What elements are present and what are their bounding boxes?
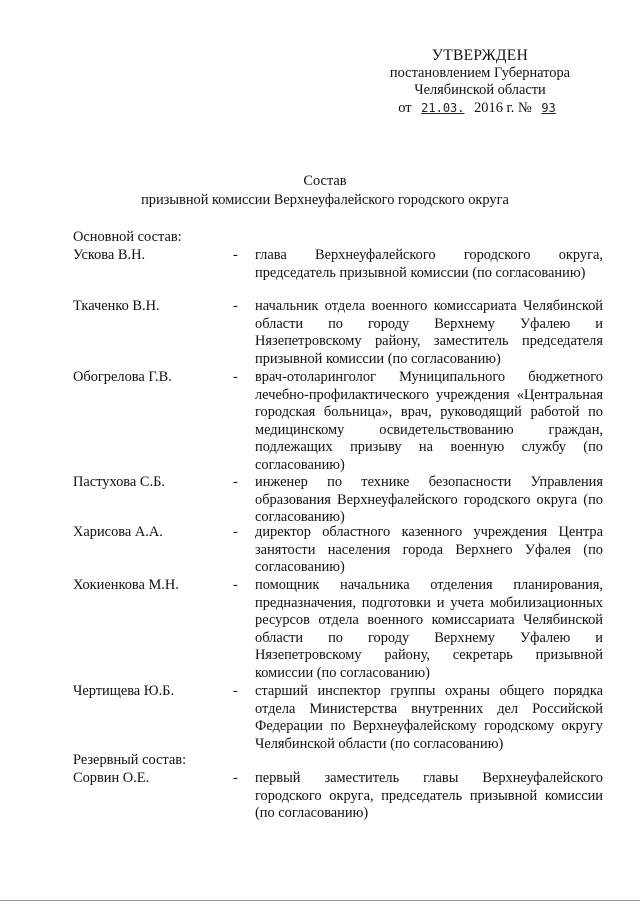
approval-title: УТВЕРЖДЕН xyxy=(431,47,529,64)
member-dash: - xyxy=(233,369,238,385)
member-name: Чертищева Ю.Б. xyxy=(73,683,175,699)
member-name: Пастухова С.Б. xyxy=(73,474,165,490)
document-number: 93 xyxy=(541,100,556,115)
member-name: Харисова А.А. xyxy=(73,524,163,540)
member-dash: - xyxy=(233,770,238,786)
member-role: директор областного казенного учреждения Центра занятости населения города Верхнего Уфалея (по согласованию) xyxy=(255,524,603,576)
member-dash: - xyxy=(233,683,238,699)
member-dash: - xyxy=(233,474,238,490)
member-dash: - xyxy=(233,577,238,593)
member-name: Обогрелова Г.В. xyxy=(73,369,172,385)
member-name: Ткаченко В.Н. xyxy=(73,298,160,314)
reserve-section-label: Резервный состав: xyxy=(73,752,187,768)
year-text: 2016 г. № xyxy=(474,99,532,116)
approval-line-1: постановлением Губернатора xyxy=(389,64,571,81)
member-name: Хокиенкова М.Н. xyxy=(73,577,179,593)
approval-date-line xyxy=(380,100,580,118)
member-role: первый заместитель главы Верхнеуфалейского городского округа, председатель призывной комиссии (по согласованию) xyxy=(255,770,603,822)
member-dash: - xyxy=(233,247,238,263)
member-role: начальник отдела военного комиссариата Челябинской области по городу Верхнему Уфалею и Нязепетровскому району, заместитель председателя призывной комиссии (по согласованию) xyxy=(255,298,603,367)
member-role: помощник начальника отделения планирования, предназначения, подготовки и учета мобилизационных ресурсов отдела военного комиссариата Челябинской области по городу Верхнему Уфалею и Нязепетровскому району, секретарь призывной комиссии (по согласованию) xyxy=(255,577,603,681)
page-bottom-rule xyxy=(0,900,640,901)
member-role: глава Верхнеуфалейского городского округа, председатель призывной комиссии (по согласованию) xyxy=(255,247,603,281)
member-role: старший инспектор группы охраны общего порядка отдела Министерства внутренних дел Российской Федерации по Верхнеуфалейскому городскому округу Челябинской области (по согласованию) xyxy=(255,683,603,752)
approval-stamp xyxy=(380,47,580,117)
main-section-label: Основной состав: xyxy=(73,229,182,245)
date-prefix: от xyxy=(398,99,412,116)
member-dash: - xyxy=(233,524,238,540)
heading-title: Состав xyxy=(303,173,347,189)
member-dash: - xyxy=(233,298,238,314)
heading-subtitle: призывной комиссии Верхнеуфалейского городского округа xyxy=(141,192,509,208)
document-heading xyxy=(60,172,590,210)
member-name: Сорвин О.Е. xyxy=(73,770,150,786)
member-name: Ускова В.Н. xyxy=(73,247,146,263)
approval-line-2: Челябинской области xyxy=(414,82,546,99)
member-role: инженер по технике безопасности Управления образования Верхнеуфалейского городского округа (по согласованию) xyxy=(255,474,603,526)
date-value: 21.03. xyxy=(421,100,465,115)
member-role: врач-отоларинголог Муниципального бюджетного лечебно-профилактического учреждения «Центральная городская больница», врач, руководящий работой по медицинскому освидетельствованию граждан, подлежащих призыву на военную службу (по согласованию) xyxy=(255,369,603,473)
